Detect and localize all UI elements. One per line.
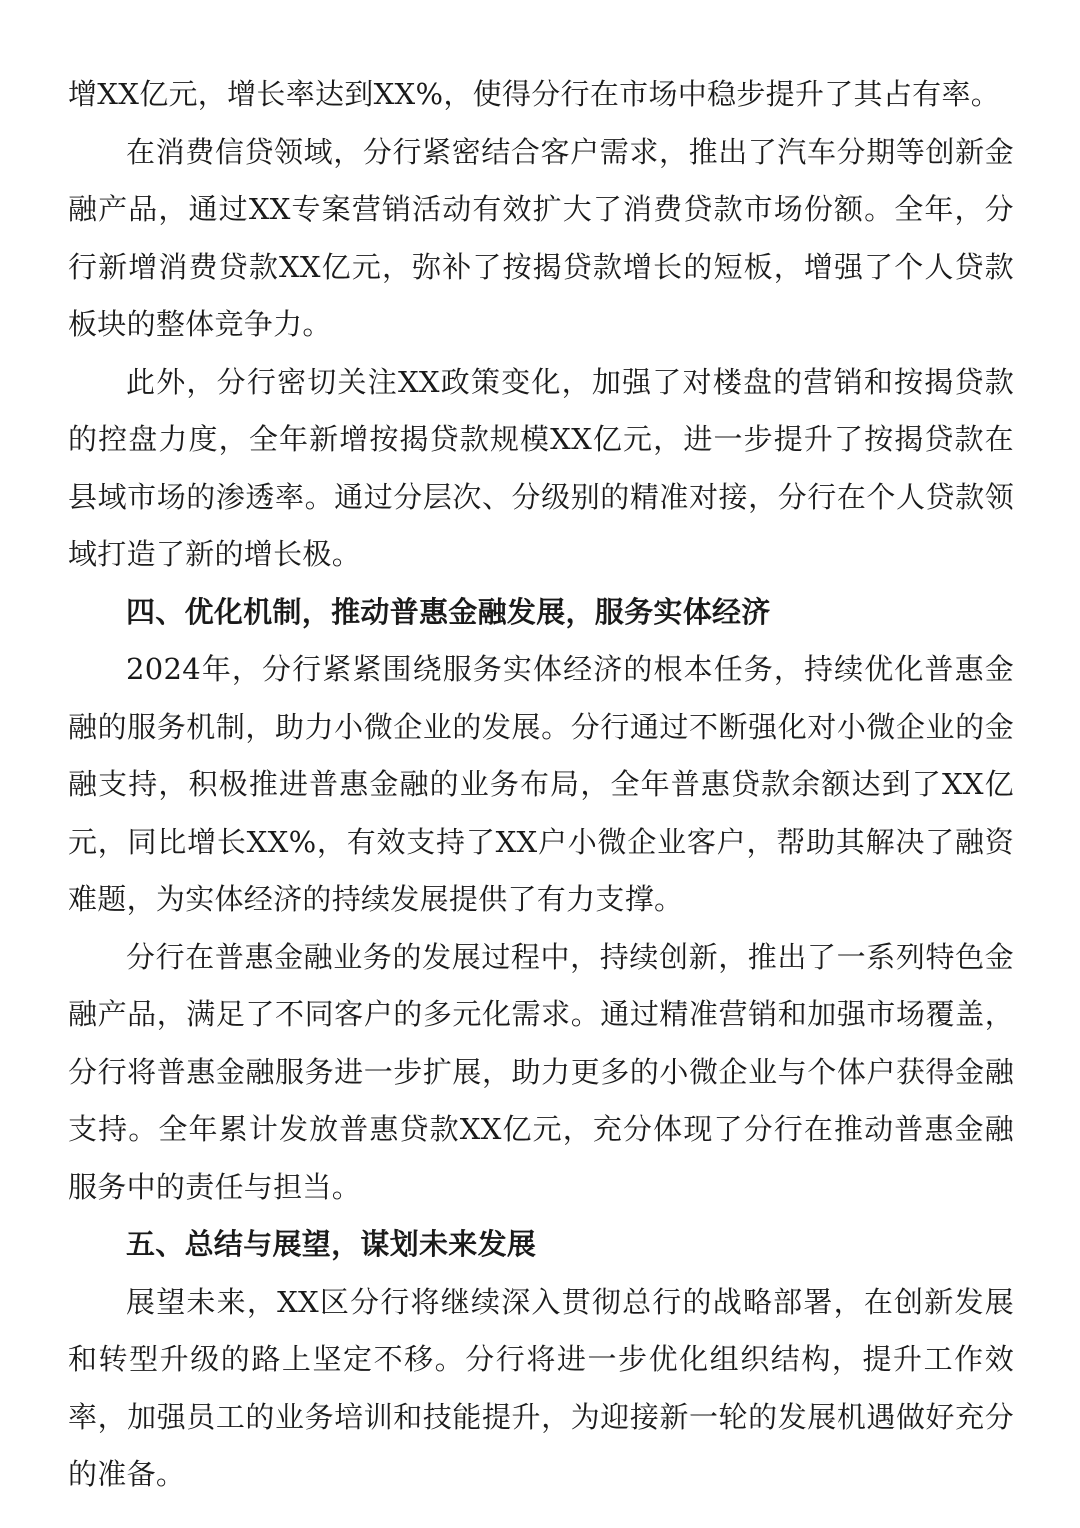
paragraph-inclusive-finance: 2024年，分行紧紧围绕服务实体经济的根本任务，持续优化普惠金融的服务机制，助力小微企业的发展。分行通过不断强化对小微企业的金融支持，积极推进普惠金融的业务布局，全年普惠贷款余额达到了XX亿元，同比增长XX%，有效支持了XX户小微企业客户，帮助其解决了融资难题，为实体经济的持续发展提供了有力支撑。 bbox=[68, 652, 1014, 916]
paragraph-continuation: 增XX亿元，增长率达到XX%，使得分行在市场中稳步提升了其占有率。 bbox=[68, 77, 1001, 111]
paragraph-mortgage: 此外，分行密切关注XX政策变化，加强了对楼盘的营销和按揭贷款的控盘力度，全年新增按揭贷款规模XX亿元，进一步提升了按揭贷款在县域市场的渗透率。通过分层次、分级别的精准对接，分行在个人贷款领域打造了新的增长极。 bbox=[68, 364, 1014, 571]
section-heading-5: 五、总结与展望，谋划未来发展 bbox=[126, 1227, 537, 1261]
section-heading-4: 四、优化机制，推动普惠金融发展，服务实体经济 bbox=[126, 594, 771, 629]
paragraph-innovation: 分行在普惠金融业务的发展过程中，持续创新，推出了一系列特色金融产品，满足了不同客户的多元化需求。通过精准营销和加强市场覆盖，分行将普惠金融服务进一步扩展，助力更多的小微企业与个体户获得金融支持。全年累计发放普惠贷款XX亿元，充分体现了分行在推动普惠金融服务中的责任与担当。 bbox=[68, 939, 1014, 1204]
paragraph-outlook: 展望未来，XX区分行将继续深入贯彻总行的战略部署，在创新发展和转型升级的路上坚定不移。分行将进一步优化组织结构，提升工作效率，加强员工的业务培训和技能提升，为迎接新一轮的发展机遇做好充分的准备。 bbox=[68, 1284, 1014, 1491]
document-body bbox=[68, 66, 1014, 1504]
paragraph-consumer-credit: 在消费信贷领域，分行紧密结合客户需求，推出了汽车分期等创新金融产品，通过XX专案营销活动有效扩大了消费贷款市场份额。全年，分行新增消费贷款XX亿元，弥补了按揭贷款增长的短板，增强了个人贷款板块的整体竞争力。 bbox=[68, 134, 1014, 341]
